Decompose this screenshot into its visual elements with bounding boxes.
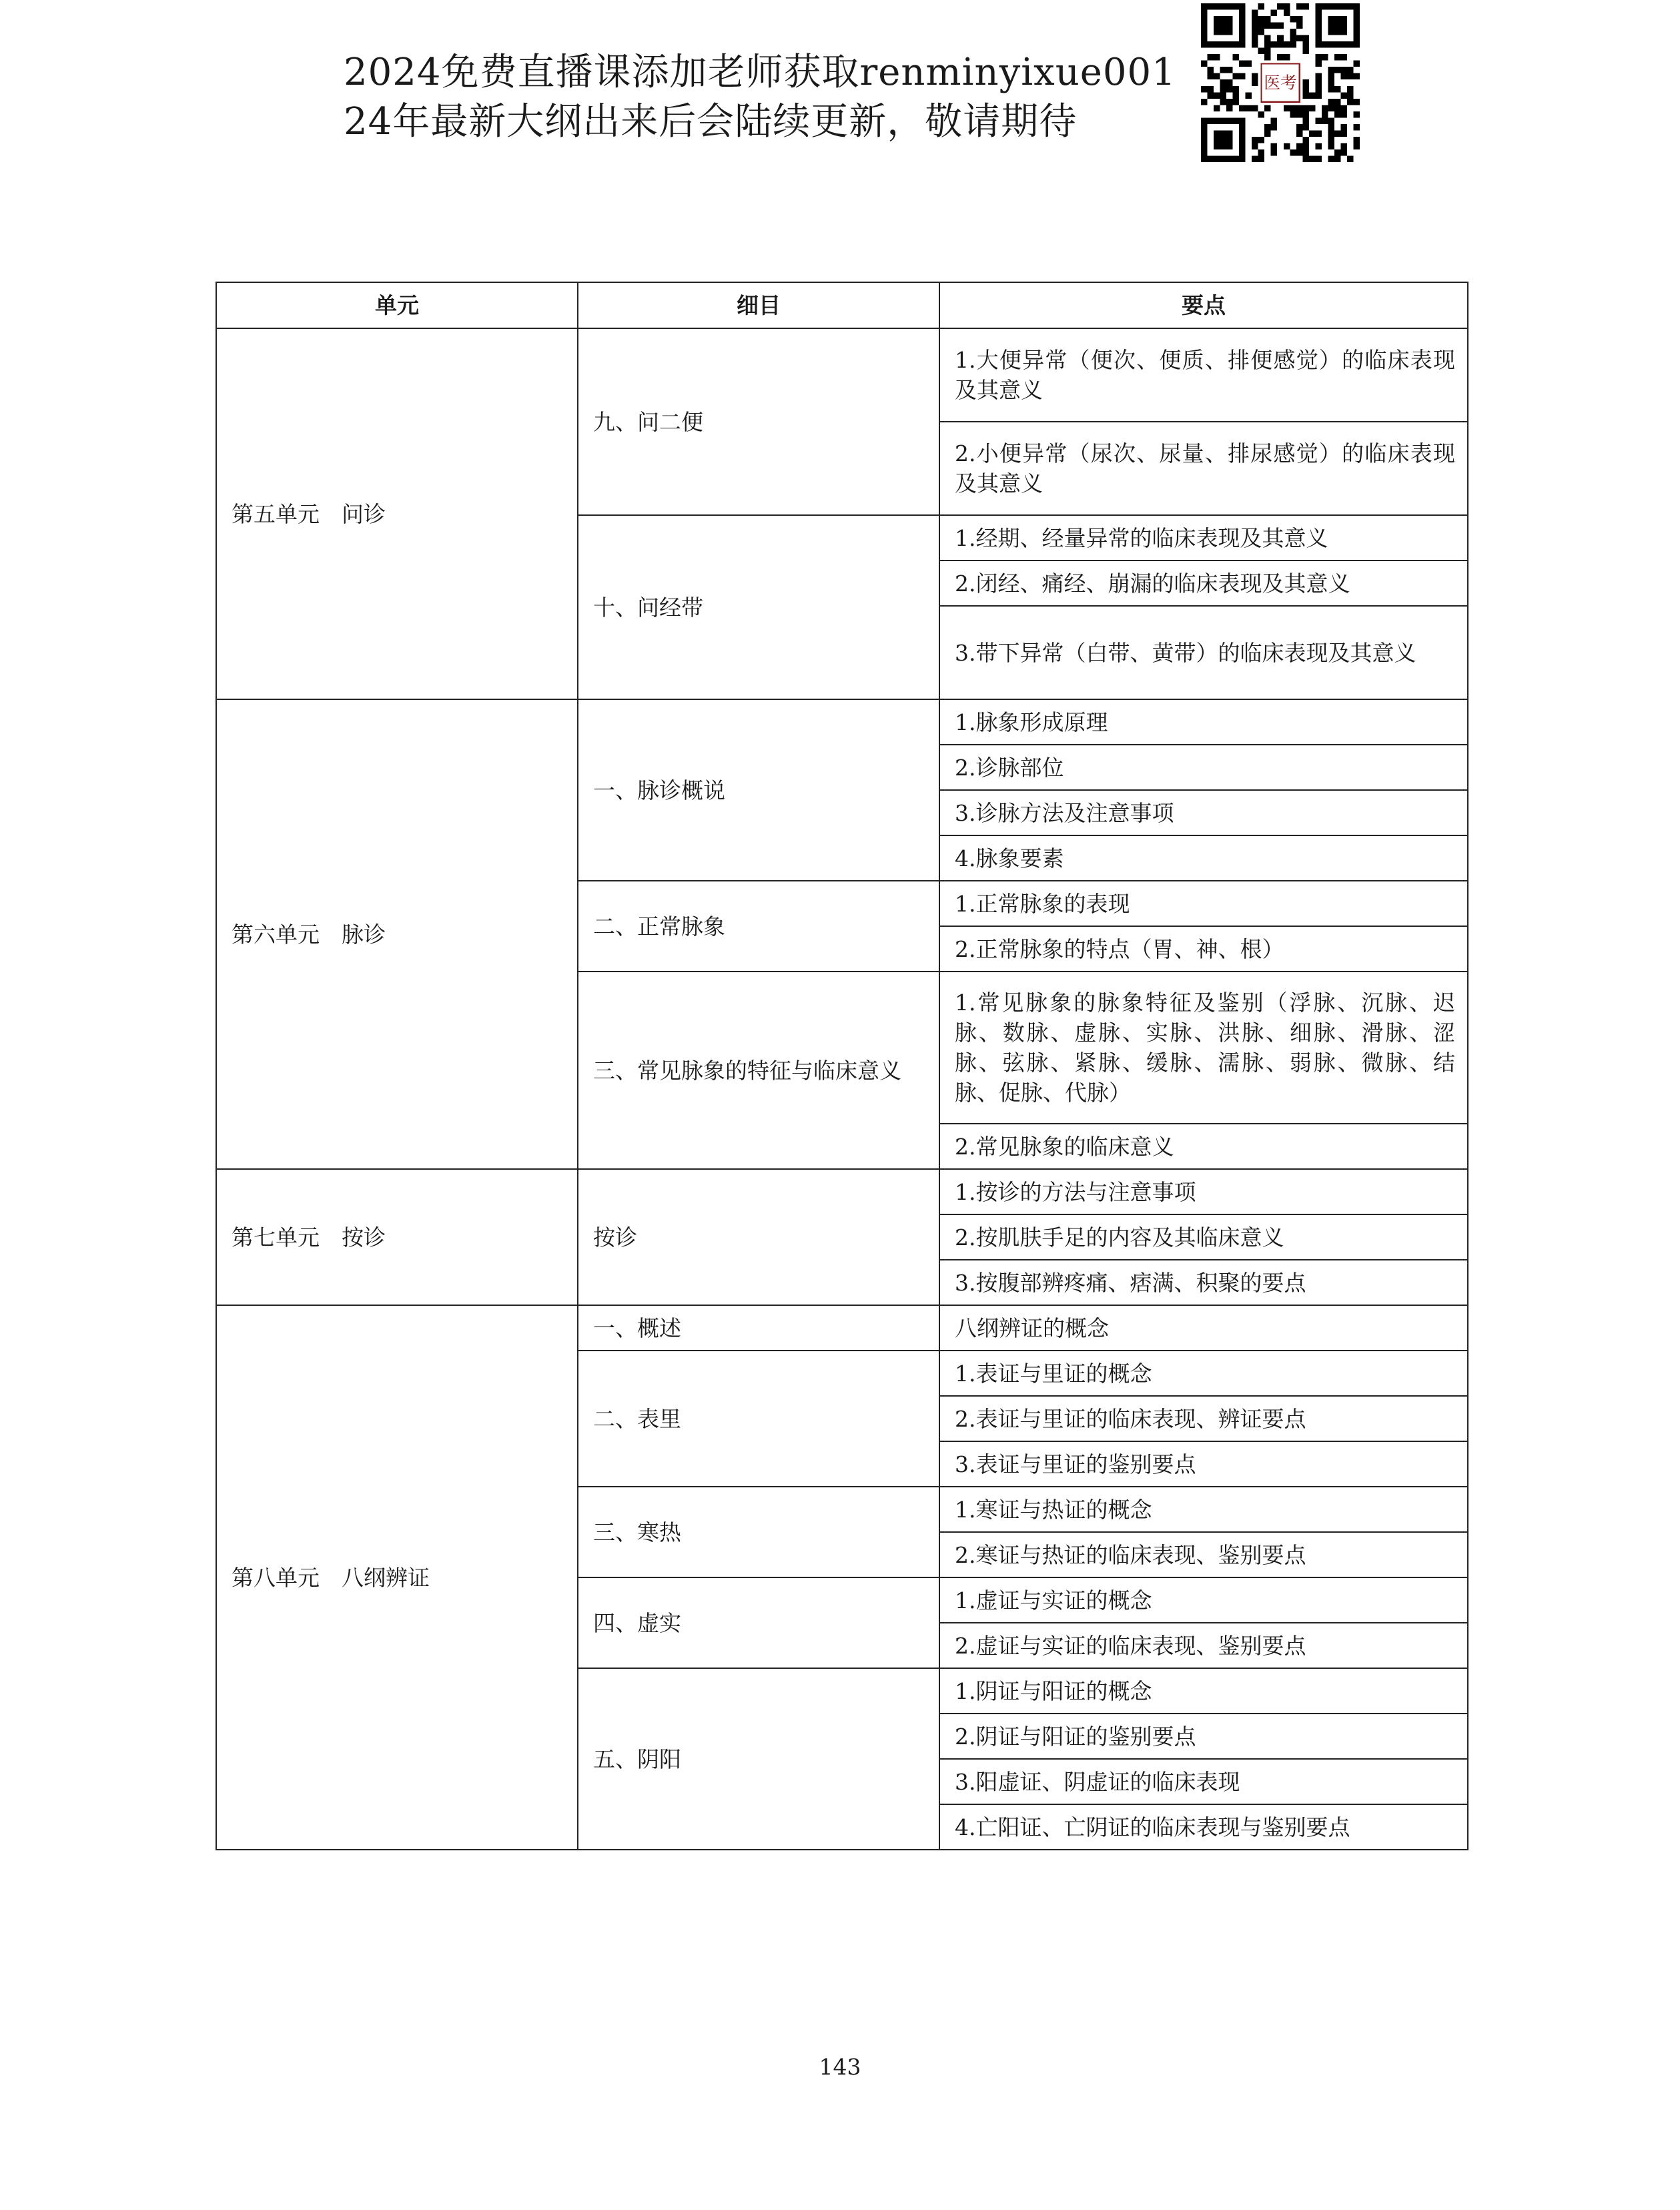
item-cell: 九、问二便 — [578, 328, 939, 515]
point-cell: 3.按腹部辨疼痛、痞满、积聚的要点 — [939, 1260, 1468, 1305]
table-row — [216, 1305, 1468, 1351]
point-cell: 4.脉象要素 — [939, 835, 1468, 881]
point-cell: 1.正常脉象的表现 — [939, 881, 1468, 926]
table-row — [216, 699, 1468, 745]
point-cell: 3.带下异常（白带、黄带）的临床表现及其意义 — [939, 606, 1468, 699]
table-row — [216, 328, 1468, 422]
item-cell: 一、脉诊概说 — [578, 699, 939, 881]
header-line-1: 2024免费直播课添加老师获取renminyixue001 — [344, 51, 1176, 94]
point-cell: 2.虚证与实证的临床表现、鉴别要点 — [939, 1623, 1468, 1668]
point-cell: 3.诊脉方法及注意事项 — [939, 790, 1468, 835]
table-row — [216, 1169, 1468, 1214]
point-cell: 2.正常脉象的特点（胃、神、根） — [939, 926, 1468, 972]
unit-cell: 第五单元 问诊 — [216, 328, 578, 699]
item-cell: 四、虚实 — [578, 1577, 939, 1668]
point-cell: 2.阴证与阳证的鉴别要点 — [939, 1714, 1468, 1759]
point-cell: 1.大便异常（便次、便质、排便感觉）的临床表现及其意义 — [939, 328, 1468, 422]
page-number: 143 — [819, 2054, 861, 2080]
item-cell: 三、寒热 — [578, 1487, 939, 1577]
qr-code — [1201, 3, 1360, 162]
unit-cell: 第七单元 按诊 — [216, 1169, 578, 1305]
header-line-2: 24年最新大纲出来后会陆续更新，敬请期待 — [344, 100, 1078, 143]
item-cell: 二、正常脉象 — [578, 881, 939, 972]
item-cell: 十、问经带 — [578, 515, 939, 699]
point-cell: 1.寒证与热证的概念 — [939, 1487, 1468, 1532]
point-cell: 1.脉象形成原理 — [939, 699, 1468, 745]
item-cell: 一、概述 — [578, 1305, 939, 1351]
page-header — [344, 48, 1184, 147]
unit-cell: 第八单元 八纲辨证 — [216, 1305, 578, 1850]
point-cell: 1.常见脉象的脉象特征及鉴别（浮脉、沉脉、迟脉、数脉、虚脉、实脉、洪脉、细脉、滑脉、涩脉、弦脉、紧脉、缓脉、濡脉、弱脉、微脉、结脉、促脉、代脉） — [939, 972, 1468, 1124]
point-cell: 2.诊脉部位 — [939, 745, 1468, 790]
point-cell: 八纲辨证的概念 — [939, 1305, 1468, 1351]
point-cell: 2.表证与里证的临床表现、辨证要点 — [939, 1396, 1468, 1441]
point-cell: 2.小便异常（尿次、尿量、排尿感觉）的临床表现及其意义 — [939, 422, 1468, 515]
item-cell: 二、表里 — [578, 1351, 939, 1487]
unit-cell: 第六单元 脉诊 — [216, 699, 578, 1169]
syllabus-table — [216, 282, 1468, 1850]
item-cell: 三、常见脉象的特征与临床意义 — [578, 972, 939, 1169]
qr-logo-text: 医考 — [1264, 73, 1297, 93]
column-header-item: 细目 — [578, 282, 939, 328]
item-cell: 五、阴阳 — [578, 1668, 939, 1850]
point-cell: 1.阴证与阳证的概念 — [939, 1668, 1468, 1714]
point-cell: 2.常见脉象的临床意义 — [939, 1124, 1468, 1169]
item-cell: 按诊 — [578, 1169, 939, 1305]
point-cell: 2.按肌肤手足的内容及其临床意义 — [939, 1214, 1468, 1260]
point-cell: 4.亡阳证、亡阴证的临床表现与鉴别要点 — [939, 1804, 1468, 1850]
point-cell: 3.表证与里证的鉴别要点 — [939, 1441, 1468, 1487]
column-header-unit: 单元 — [216, 282, 578, 328]
point-cell: 1.经期、经量异常的临床表现及其意义 — [939, 515, 1468, 561]
table-header-row — [216, 282, 1468, 328]
column-header-point: 要点 — [939, 282, 1468, 328]
point-cell: 2.寒证与热证的临床表现、鉴别要点 — [939, 1532, 1468, 1577]
point-cell: 1.表证与里证的概念 — [939, 1351, 1468, 1396]
point-cell: 1.虚证与实证的概念 — [939, 1577, 1468, 1623]
point-cell: 3.阳虚证、阴虚证的临床表现 — [939, 1759, 1468, 1804]
point-cell: 1.按诊的方法与注意事项 — [939, 1169, 1468, 1214]
point-cell: 2.闭经、痛经、崩漏的临床表现及其意义 — [939, 561, 1468, 606]
